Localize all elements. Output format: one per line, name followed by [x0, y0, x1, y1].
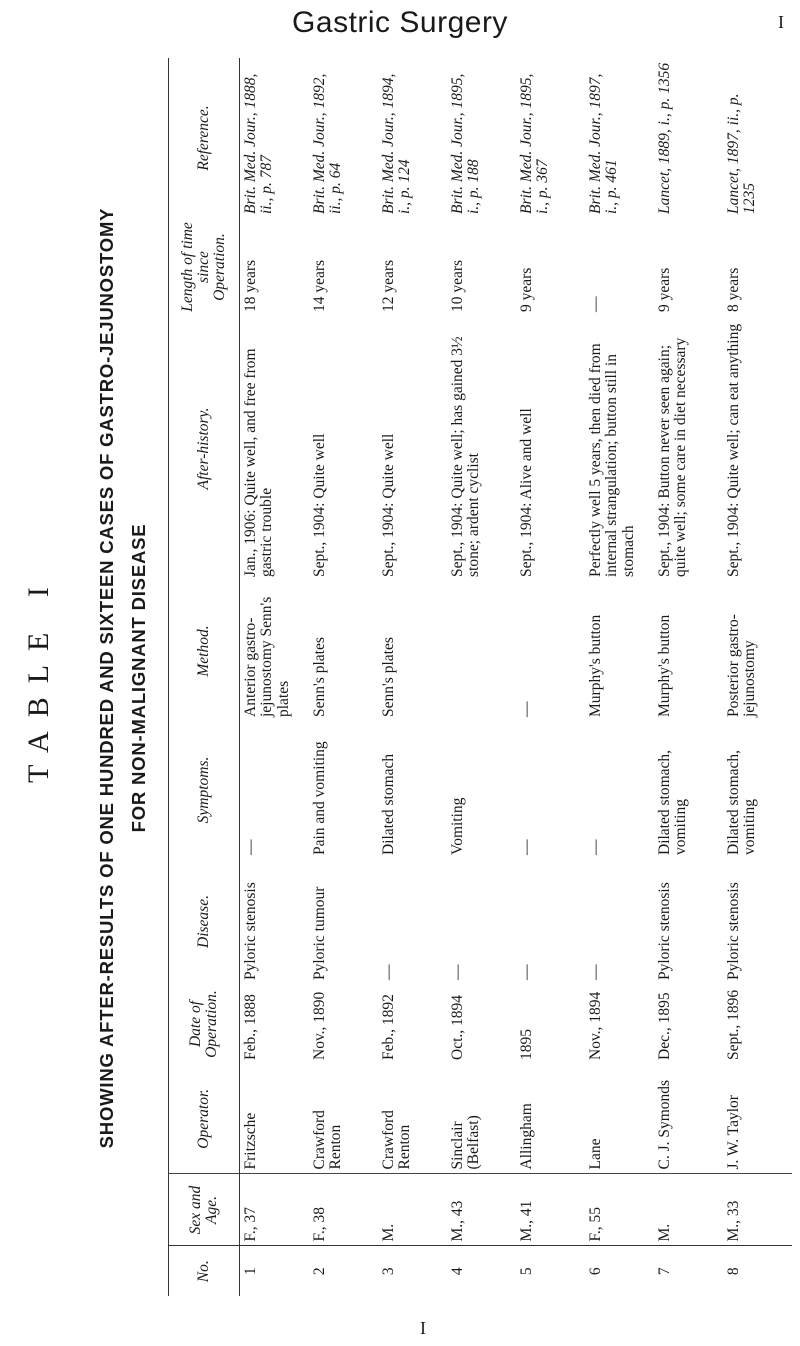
- cell-operator: J. W. Taylor: [725, 1095, 742, 1170]
- cell-sex-age: F., 38: [309, 1174, 378, 1246]
- table-title-block: [0, 58, 165, 1298]
- cell-method: Senn's plates: [380, 637, 397, 717]
- cell-reference: Brit. Med. Jour., 1897, i., p. 461: [587, 73, 621, 214]
- cell-reference: Brit. Med. Jour., 1894, i., p. 124: [380, 73, 414, 214]
- table-row: [516, 58, 585, 1296]
- cell-method: Murphy's button: [656, 614, 673, 717]
- cell-sex-age: M.: [654, 1174, 723, 1246]
- cell-method: [447, 581, 516, 721]
- cell-after-history: Sept., 1904: Quite well; can eat anything: [725, 323, 742, 577]
- cell-length: 18 years: [242, 259, 259, 312]
- cell-date: Feb., 1888: [242, 994, 259, 1060]
- cell-no: 8: [723, 1246, 792, 1296]
- cell-length: 14 years: [311, 259, 328, 312]
- cell-symptoms: —: [587, 839, 604, 855]
- cell-disease: —: [587, 964, 604, 980]
- cell-after-history: Sept., 1904: Button never seen again; quite well; some care in diet necessary: [656, 337, 690, 577]
- cases-table-region: [168, 58, 788, 1296]
- cell-operator: Lane: [587, 1138, 604, 1170]
- col-header-symptoms: Symptoms.: [169, 721, 240, 859]
- col-header-length: Length of time since Operation.: [169, 218, 240, 316]
- cases-table: [168, 58, 792, 1296]
- page-number-bottom: I: [420, 1318, 426, 1338]
- cell-date: 1895: [518, 1029, 535, 1060]
- page-header: [0, 0, 800, 48]
- table-row: [240, 58, 310, 1296]
- cell-disease: —: [518, 964, 535, 980]
- page-number-top: I: [778, 12, 784, 32]
- cell-operator: Crawford Renton: [311, 1110, 345, 1170]
- cell-no: 2: [309, 1246, 378, 1296]
- table-row: [378, 58, 447, 1296]
- cell-symptoms: Dilated stomach, vomiting: [656, 749, 690, 855]
- cell-sex-age: M., 41: [516, 1174, 585, 1246]
- cell-symptoms: Dilated stomach: [380, 753, 397, 855]
- cell-method: Murphy's button: [587, 614, 604, 717]
- cell-method: —: [518, 701, 535, 717]
- cell-operator: C. J. Symonds: [656, 1079, 673, 1170]
- cell-length: 8 years: [725, 267, 742, 312]
- cell-after-history: Sept., 1904: Quite well: [380, 433, 397, 577]
- cell-date: Oct., 1894: [449, 994, 466, 1060]
- table-caption-line1: SHOWING AFTER-RESULTS OF ONE HUNDRED AND SIXTEEN CASES OF GASTRO-JEJUNOSTOMY: [96, 207, 117, 1149]
- cell-symptoms: —: [518, 839, 535, 855]
- table-row: [447, 58, 516, 1296]
- col-header-after-history: After-history.: [169, 316, 240, 581]
- cell-symptoms: Dilated stomach, vomiting: [725, 749, 759, 855]
- col-header-operator: Operator.: [169, 1064, 240, 1174]
- cell-no: 1: [240, 1246, 310, 1296]
- cell-disease: Pyloric stenosis: [725, 882, 742, 980]
- cell-disease: —: [449, 964, 466, 980]
- cell-after-history: Sept., 1904: Quite well: [311, 433, 328, 577]
- cell-length: 9 years: [656, 267, 673, 312]
- col-header-date: Date of Operation.: [169, 984, 240, 1064]
- cell-after-history: Sept., 1904: Quite well; has gained 3½ stone; ardent cyclist: [449, 336, 483, 577]
- cell-sex-age: M., 33: [723, 1174, 792, 1246]
- cell-sex-age: F., 55: [585, 1174, 654, 1246]
- table-header-row: [169, 58, 240, 1296]
- col-header-disease: Disease.: [169, 859, 240, 984]
- cell-date: Sept., 1896: [725, 989, 742, 1060]
- cell-length: —: [587, 296, 604, 312]
- cell-date: Nov., 1894: [587, 991, 604, 1060]
- cell-symptoms: —: [242, 839, 259, 855]
- cell-operator: Crawford Renton: [380, 1110, 414, 1170]
- table-label: TABLE I: [22, 573, 55, 783]
- col-header-no: No.: [169, 1246, 240, 1296]
- cell-reference: Lancet, 1897, ii., p. 1235: [725, 93, 759, 214]
- table-row: [654, 58, 723, 1296]
- cell-method: Senn's plates: [311, 637, 328, 717]
- cell-length: 12 years: [380, 259, 397, 312]
- cell-after-history: Sept., 1904: Alive and well: [518, 408, 535, 577]
- cell-no: 5: [516, 1246, 585, 1296]
- cell-sex-age: M., 43: [447, 1174, 516, 1246]
- cell-reference: Brit. Med. Jour., 1888, ii., p. 787: [242, 73, 276, 214]
- running-head: Gastric Surgery: [292, 6, 508, 39]
- cell-disease: Pyloric stenosis: [242, 882, 259, 980]
- cell-symptoms: Vomiting: [449, 797, 466, 855]
- col-header-reference: Reference.: [169, 58, 240, 218]
- cell-sex-age: M.: [378, 1174, 447, 1246]
- cell-reference: Brit. Med. Jour., 1892, ii., p. 64: [311, 73, 345, 214]
- cell-disease: —: [380, 964, 397, 980]
- cell-no: 4: [447, 1246, 516, 1296]
- cell-date: Dec., 1895: [656, 992, 673, 1060]
- cell-method: Anterior gastro-jejunostomy Senn's plates: [242, 596, 292, 717]
- cell-disease: Pyloric stenosis: [656, 882, 673, 980]
- cell-method: Posterior gastro-jejunostomy: [725, 614, 759, 717]
- cell-no: 3: [378, 1246, 447, 1296]
- cell-disease: Pyloric tumour: [311, 886, 328, 980]
- cell-sex-age: F., 37: [240, 1174, 310, 1246]
- cell-after-history: Perfectly well 5 years, then died from internal strangulation; button still in stomach: [587, 343, 637, 577]
- cell-length: 9 years: [518, 267, 535, 312]
- cell-operator: Sinclair (Belfast): [449, 1115, 483, 1170]
- col-header-method: Method.: [169, 581, 240, 721]
- cell-no: 7: [654, 1246, 723, 1296]
- cell-reference: Brit. Med. Jour., 1895, i., p. 367: [518, 73, 552, 214]
- cell-reference: Lancet, 1889, i., p. 1356: [656, 62, 673, 214]
- cell-length: 10 years: [449, 259, 466, 312]
- cell-after-history: Jan., 1906: Quite well, and free from gastric trouble: [242, 348, 276, 577]
- cell-date: Feb., 1892: [380, 994, 397, 1060]
- cell-operator: Fritzsche: [242, 1112, 259, 1170]
- table-row: [309, 58, 378, 1296]
- col-header-sex-age: Sex and Age.: [169, 1174, 240, 1246]
- cell-date: Nov., 1890: [311, 991, 328, 1060]
- table-caption-line2: FOR NON-MALIGNANT DISEASE: [128, 523, 149, 833]
- cell-no: 6: [585, 1246, 654, 1296]
- table-row: [585, 58, 654, 1296]
- cell-symptoms: Pain and vomiting: [311, 741, 328, 855]
- table-row: [723, 58, 792, 1296]
- cell-reference: Brit. Med. Jour., 1895, i., p. 188: [449, 73, 483, 214]
- cell-operator: Allingham: [518, 1103, 535, 1170]
